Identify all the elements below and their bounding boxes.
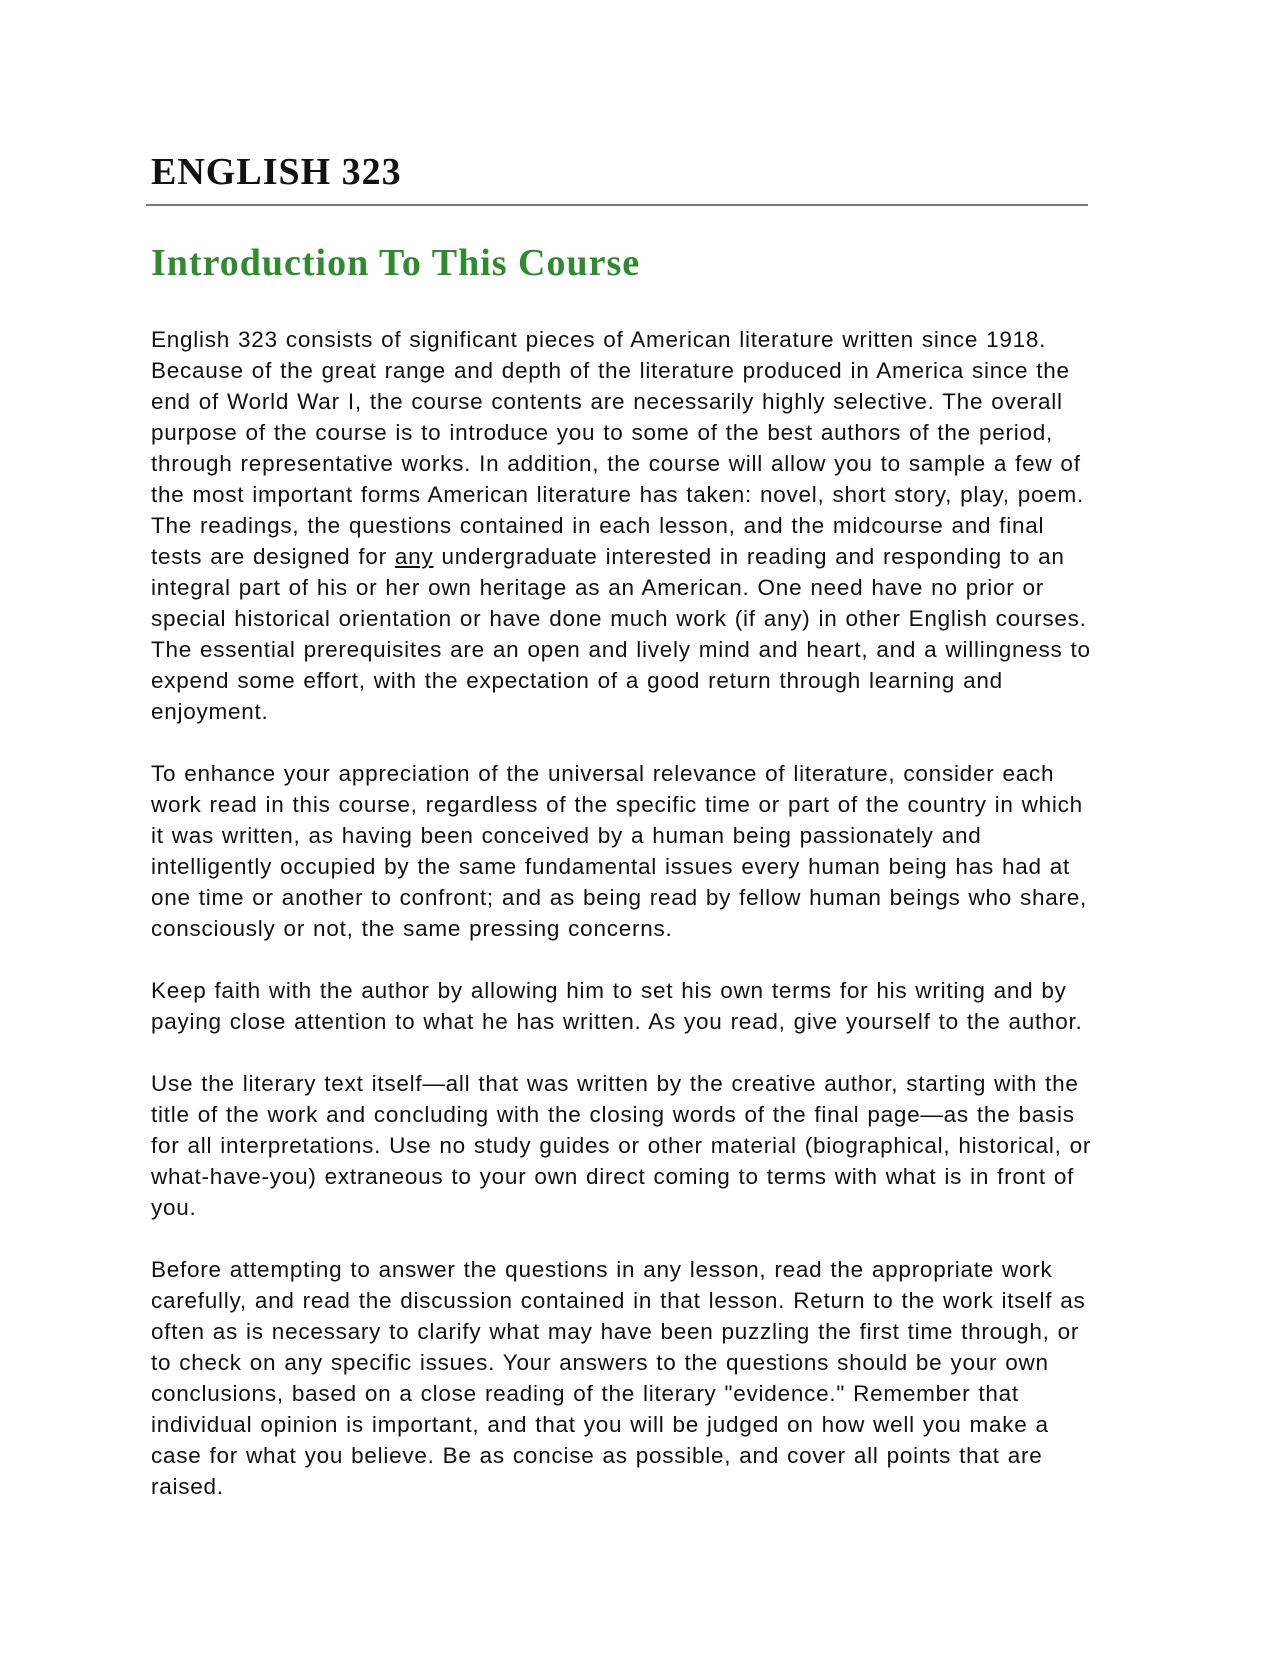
document-page <box>151 150 1092 1499</box>
paragraph-4: Use the literary text itself—all that was written by the creative author, starting with the title of the work and concluding with the closing words of the final page—as the basis for all interpretations. Use no study guides or other material (biographical, historical, or what-have-you) extraneous to your own direct coming to terms with what is in front of you. <box>151 1071 1092 1220</box>
paragraph-1-text-a: English 323 consists of significant pieces of American literature written since 1918. Because of the great range and depth of the literature produced in America since the end of World War I, the course contents are necessarily highly selective. The overall purpose of the course is to introduce you to some of the best authors of the period, through representative works. In addition, the course will allow you to sample a few of the most important forms American literature has taken: novel, short story, play, poem. The readings, the questions contained in each lesson, and the midcourse and final tests are designed for <box>151 327 1085 569</box>
course-title: ENGLISH 323 <box>151 151 402 193</box>
paragraph-3: Keep faith with the author by allowing him to set his own terms for his writing and by paying close attention to what he has written. As you read, give yourself to the author. <box>151 978 1083 1034</box>
body-text <box>151 324 1096 1533</box>
paragraph-5: Before attempting to answer the questions in any lesson, read the appropriate work carefully, and read the discussion contained in that lesson. Return to the work itself as often as is necessary to clarify what may have been puzzling the first time through, or to check on any specific issues. Your answers to the questions should be your own conclusions, based on a close reading of the literary "evidence." Remember that individual opinion is important, and that you will be judged on how well you make a case for what you believe. Be as concise as possible, and cover all points that are raised. <box>151 1257 1086 1499</box>
emphasis-any: any <box>394 544 434 569</box>
section-title: Introduction To This Course <box>151 242 641 284</box>
paragraph-1 <box>151 324 1096 727</box>
paragraph-2: To enhance your appreciation of the universal relevance of literature, consider each work read in this course, regardless of the specific time or part of the country in which it was written, as having been conceived by a human being passionately and intelligently occupied by the same fundamental issues every human being has had at one time or another to confront; and as being read by fellow human beings who share, consciously or not, the same pressing concerns. <box>151 761 1088 941</box>
paragraph-1-text-b: undergraduate interested in reading and responding to an integral part of his or her own heritage as an American. One need have no prior or special historical orientation or have done much work (if any) in other English courses. The essential prerequisites are an open and lively mind and heart, and a willingness to expend some effort, with the expectation of a good return through learning and enjoyment. <box>151 544 1091 724</box>
title-divider <box>146 204 1088 206</box>
